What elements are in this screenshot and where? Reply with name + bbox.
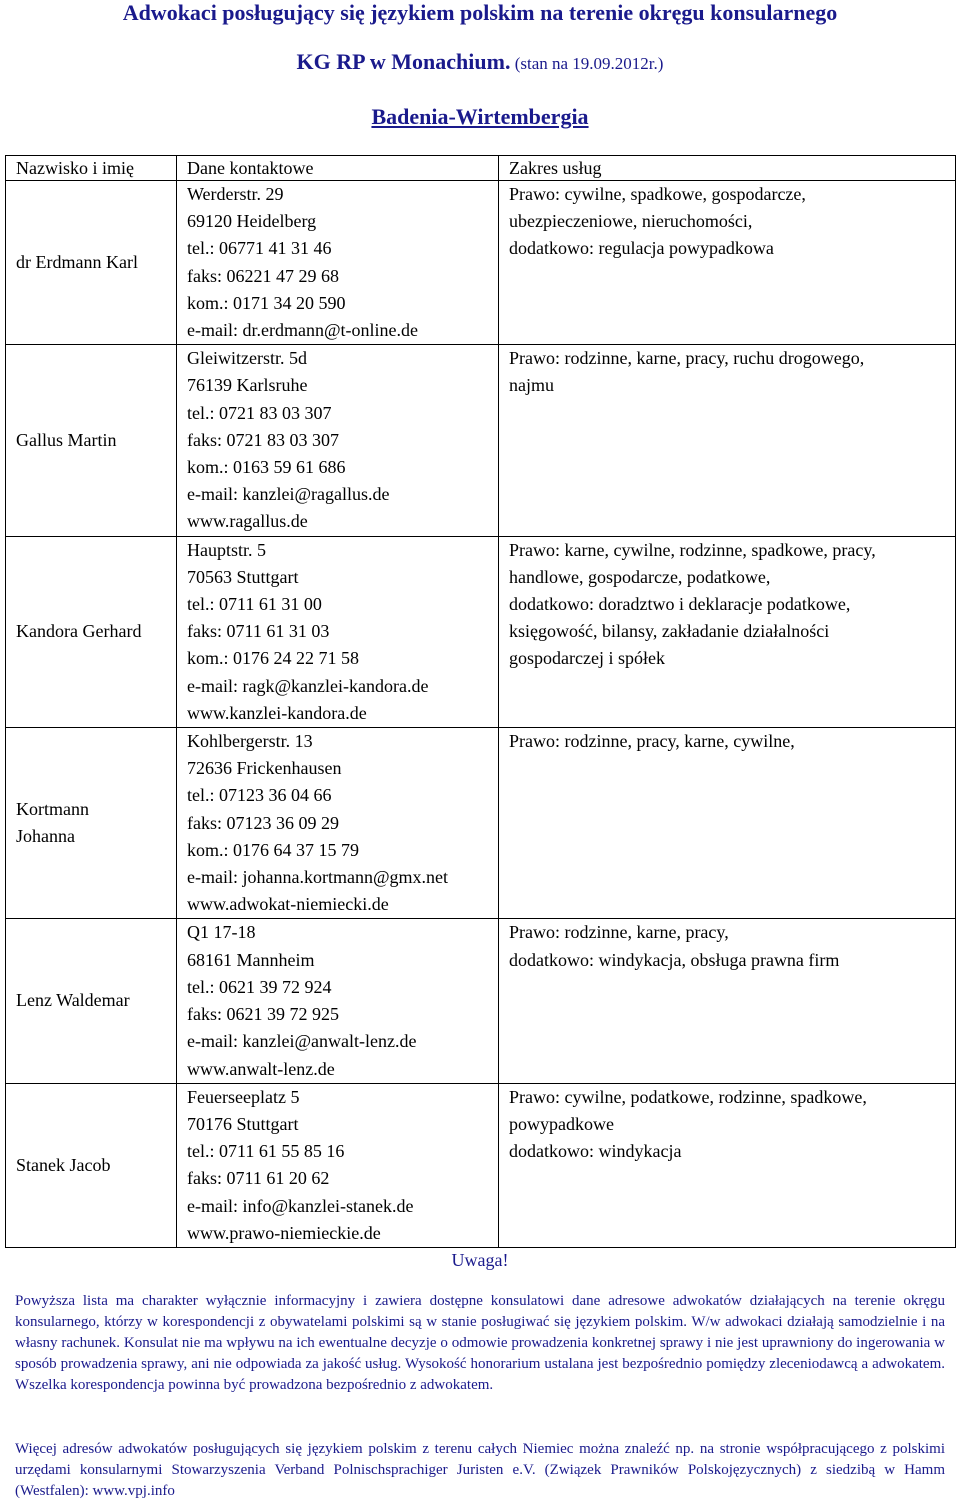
- table-row: [6, 181, 956, 345]
- contact-line: Feuerseeplatz 5: [187, 1086, 300, 1107]
- service-scope: [499, 536, 956, 727]
- service-line: Prawo: rodzinne, karne, pracy, ruchu drogowego,: [509, 348, 865, 369]
- lawyer-name-line: Stanek Jacob: [16, 1154, 111, 1175]
- consulate-name: KG RP w Monachium.: [296, 49, 511, 74]
- warning-label: Uwaga!: [451, 1250, 509, 1270]
- table-row: [6, 345, 956, 536]
- lawyer-name: [6, 181, 177, 345]
- service-scope: [499, 728, 956, 919]
- lawyer-name: [6, 345, 177, 536]
- contact-line: faks: 0721 83 03 307: [187, 429, 339, 450]
- contact-line: e-mail: info@kanzlei-stanek.de: [187, 1195, 414, 1216]
- service-line: dodatkowo: windykacja: [509, 1141, 682, 1162]
- contact-line: tel.: 0721 83 03 307: [187, 402, 332, 423]
- contact-line: Hauptstr. 5: [187, 539, 266, 560]
- lawyer-name: [6, 728, 177, 919]
- contact-line: 76139 Karlsruhe: [187, 375, 308, 396]
- document-subtitle: [0, 49, 960, 77]
- contact-details: [177, 1083, 499, 1247]
- lawyer-name-line: Kandora Gerhard: [16, 621, 142, 642]
- contact-line: www.anwalt-lenz.de: [187, 1058, 335, 1079]
- service-line: powypadkowe: [509, 1113, 614, 1134]
- service-scope: [499, 919, 956, 1083]
- service-line: dodatkowo: regulacja powypadkowa: [509, 238, 774, 259]
- contact-line: faks: 0621 39 72 925: [187, 1004, 339, 1025]
- lawyer-name: [6, 1083, 177, 1247]
- region-heading: Badenia-Wirtembergia: [371, 104, 589, 129]
- column-header-name: Nazwisko i imię: [6, 156, 177, 181]
- table-header-row: [6, 156, 956, 181]
- service-line: ubezpieczeniowe, nieruchomości,: [509, 211, 753, 232]
- lawyer-name: [6, 919, 177, 1083]
- contact-details: [177, 536, 499, 727]
- status-date: (stan na 19.09.2012r.): [510, 54, 664, 73]
- contact-line: kom.: 0163 59 61 686: [187, 457, 346, 478]
- contact-line: www.ragallus.de: [187, 511, 308, 532]
- service-line: Prawo: karne, cywilne, rodzinne, spadkowe, pracy,: [509, 539, 876, 560]
- contact-line: 70563 Stuttgart: [187, 566, 299, 587]
- service-scope: [499, 1083, 956, 1247]
- column-header-services: Zakres usług: [499, 156, 956, 181]
- contact-line: tel.: 07123 36 04 66: [187, 785, 332, 806]
- contact-line: 68161 Mannheim: [187, 949, 315, 970]
- lawyers-table: [5, 155, 956, 1248]
- service-line: księgowość, bilansy, zakładanie działalności: [509, 621, 830, 642]
- contact-line: faks: 0711 61 31 03: [187, 621, 330, 642]
- document-title: Adwokaci posługujący się językiem polskim na terenie okręgu konsularnego: [122, 0, 838, 25]
- service-line: dodatkowo: windykacja, obsługa prawna firm: [509, 949, 840, 970]
- service-line: Prawo: rodzinne, pracy, karne, cywilne,: [509, 731, 795, 752]
- contact-line: Werderstr. 29: [187, 184, 284, 204]
- contact-line: faks: 06221 47 29 68: [187, 265, 339, 286]
- column-header-contact: Dane kontaktowe: [177, 156, 499, 181]
- table-row: [6, 536, 956, 727]
- service-scope: [499, 181, 956, 345]
- service-line: handlowe, gospodarcze, podatkowe,: [509, 566, 771, 587]
- table-row: [6, 1083, 956, 1247]
- service-line: Prawo: cywilne, spadkowe, gospodarcze,: [509, 184, 806, 204]
- contact-line: 69120 Heidelberg: [187, 211, 317, 232]
- service-line: dodatkowo: doradztwo i deklaracje podatkowe,: [509, 594, 851, 615]
- contact-line: Gleiwitzerstr. 5d: [187, 348, 307, 369]
- service-line: najmu: [509, 375, 554, 396]
- lawyer-name-line: Johanna: [16, 826, 75, 847]
- lawyer-name-line: dr Erdmann Karl: [16, 252, 138, 272]
- service-line: gospodarczej i spółek: [509, 648, 665, 669]
- contact-line: faks: 07123 36 09 29: [187, 812, 339, 833]
- contact-line: kom.: 0171 34 20 590: [187, 292, 346, 313]
- contact-line: www.prawo-niemieckie.de: [187, 1222, 381, 1243]
- contact-details: [177, 181, 499, 345]
- contact-line: 70176 Stuttgart: [187, 1113, 299, 1134]
- contact-line: tel.: 0711 61 55 85 16: [187, 1141, 345, 1162]
- contact-line: www.adwokat-niemiecki.de: [187, 894, 389, 915]
- service-line: Prawo: cywilne, podatkowe, rodzinne, spadkowe,: [509, 1086, 867, 1107]
- contact-details: [177, 728, 499, 919]
- contact-line: Kohlbergerstr. 13: [187, 731, 313, 752]
- contact-line: 72636 Frickenhausen: [187, 758, 342, 779]
- contact-line: kom.: 0176 24 22 71 58: [187, 648, 360, 669]
- service-line: Prawo: rodzinne, karne, pracy,: [509, 922, 729, 943]
- contact-line: e-mail: kanzlei@ragallus.de: [187, 484, 390, 505]
- more-info-notice: Więcej adresów adwokatów posługujących się językiem polskim z terenu całych Niemiec można znaleźć np. na stronie współpracującego z polskimi urzędami konsularnymi Stowarzyszenia Verband Polnischsprachiger Juristen e.V. (Związek Prawników Polskojęzycznych) z siedzibą w Hamm (Westfalen): www.vpj.info: [15, 1441, 945, 1499]
- contact-line: e-mail: ragk@kanzlei-kandora.de: [187, 675, 429, 696]
- contact-line: tel.: 06771 41 31 46: [187, 238, 332, 259]
- table-row: [6, 919, 956, 1083]
- lawyer-name-line: Kortmann: [16, 799, 89, 820]
- contact-details: [177, 919, 499, 1083]
- table-row: [6, 728, 956, 919]
- service-scope: [499, 345, 956, 536]
- contact-details: [177, 345, 499, 536]
- contact-line: Q1 17-18: [187, 922, 256, 943]
- lawyer-name-line: Gallus Martin: [16, 429, 117, 450]
- lawyer-name-line: Lenz Waldemar: [16, 990, 130, 1011]
- contact-line: faks: 0711 61 20 62: [187, 1168, 330, 1189]
- contact-line: e-mail: dr.erdmann@t-online.de: [187, 320, 419, 341]
- contact-line: tel.: 0711 61 31 00: [187, 594, 322, 615]
- contact-line: www.kanzlei-kandora.de: [187, 702, 367, 723]
- contact-line: e-mail: kanzlei@anwalt-lenz.de: [187, 1031, 417, 1052]
- contact-line: tel.: 0621 39 72 924: [187, 976, 332, 997]
- contact-line: kom.: 0176 64 37 15 79: [187, 839, 360, 860]
- contact-line: e-mail: johanna.kortmann@gmx.net: [187, 867, 449, 888]
- disclaimer-notice: Powyższa lista ma charakter wyłącznie informacyjny i zawiera dostępne konsulatowi dane adresowe adwokatów działających na terenie okręgu konsularnego, którzy w korespondencji z obywatelami polskimi są w stanie posługiwać się językiem polskim. W/w adwokaci działają samodzielnie i na własny rachunek. Konsulat nie ma wpływu na ich ewentualne decyzje o odmowie prowadzenia konkretnej sprawy i nie jest uprawniony do ingerowania w sposób prowadzenia sprawy, ani nie odpowiada za jakość usług. Wysokość honorarium ustalana jest bezpośrednio pomiędzy zleceniodawcą a adwokatem. Wszelka korespondencja powinna być prowadzona bezpośrednio z adwokatem.: [15, 1293, 945, 1393]
- lawyer-name: [6, 536, 177, 727]
